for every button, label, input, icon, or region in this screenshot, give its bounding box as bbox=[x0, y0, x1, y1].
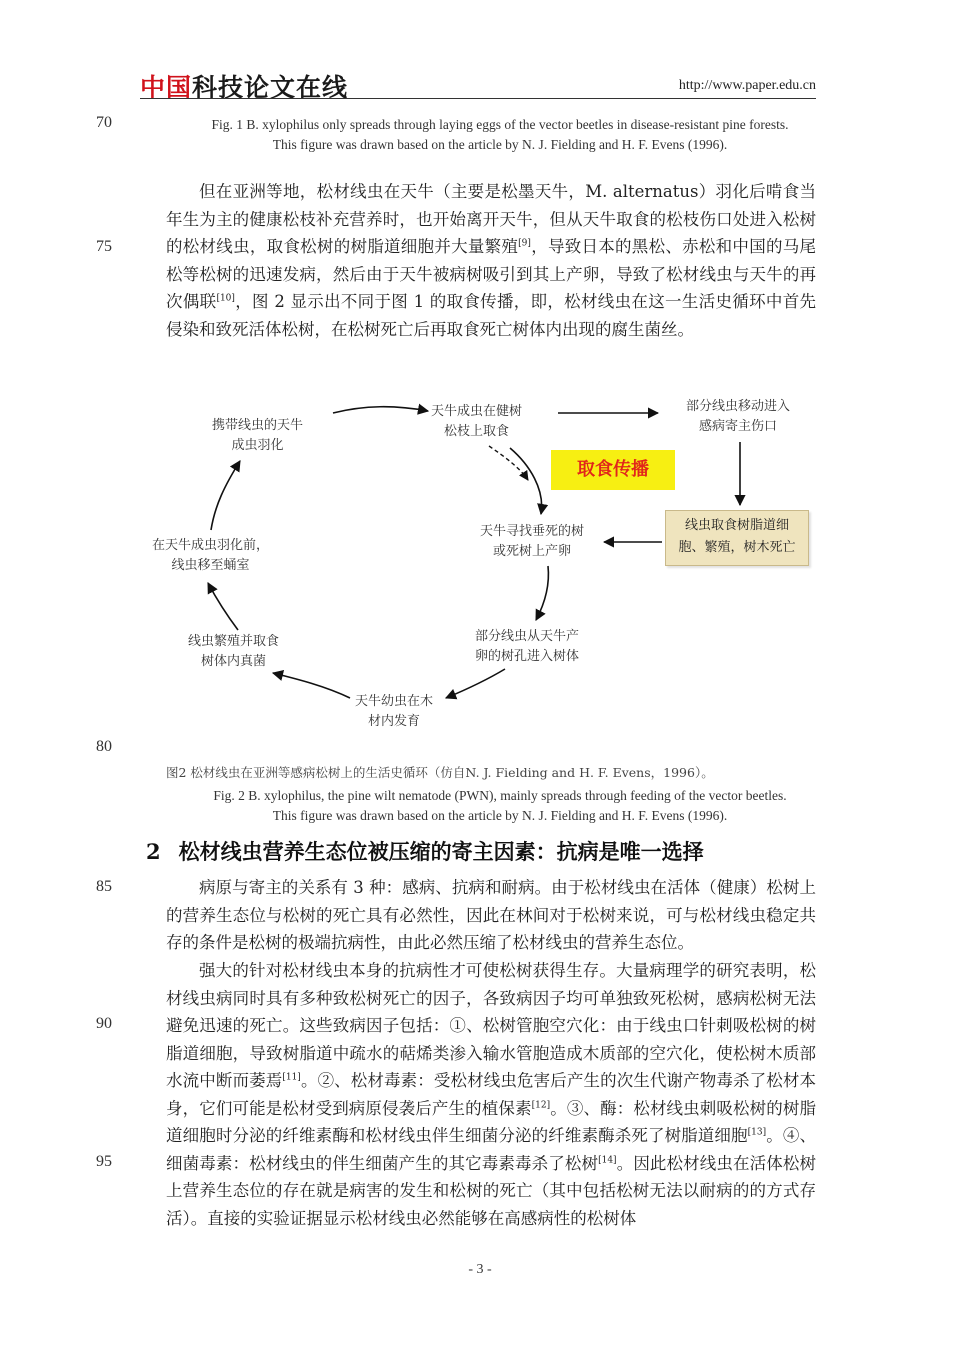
paragraph-1 bbox=[166, 178, 816, 343]
para3-text: 强大的针对松材线虫本身的抗病性才可使松树获得生存。大量病理学的研究表明，松材线虫病同时具有多种致松树死亡的因子，各致病因子均可单独致死松树，感病松树无法避免迅速的死亡。这些致病因子包括：①、松树管胞空穴化：由于线虫口针刺吸松树的树脂道细胞，导致树脂道中疏水的萜烯类渗入输水管胞造成木质部的空穴化，使松树木质部水流中断而萎焉 bbox=[166, 961, 816, 1090]
arrow-egghole-to-larva bbox=[446, 669, 505, 698]
node-text: 天牛寻找垂死的树 bbox=[480, 524, 585, 539]
arrow-larva-to-breed bbox=[273, 673, 350, 698]
para3-text: 。因此松材线虫在活体松树上营养生态位的存在就是病害的发生和松树的死亡（其中包括松树无法以耐病的的方式存活）。直接的实验证据显示松材线虫必然能够在高感病性的松树体 bbox=[166, 1153, 817, 1228]
arrow-find-to-egghole bbox=[536, 566, 548, 620]
node-text: 成虫羽化 bbox=[231, 438, 284, 453]
node-carrier-emerge bbox=[212, 416, 303, 456]
para2-text: 病原与寄主的关系有 3 种：感病、抗病和耐病。由于松材线虫在活体（健康）松树上的营养生态位与松树的死亡具有必然性，因此在林间对于松树来说，可与松材线虫稳定共存的条件是松树的极端抗病性，由此必然压缩了松材线虫的营养生态位。 bbox=[166, 878, 816, 952]
node-find-dying-tree bbox=[480, 522, 584, 562]
line-number: 70 bbox=[96, 114, 112, 131]
node-text: 松枝上取食 bbox=[444, 424, 510, 439]
node-some-enter-wound bbox=[686, 397, 790, 437]
page-number: - 3 - bbox=[468, 1262, 492, 1277]
node-enter-from-egg-hole bbox=[475, 627, 579, 667]
paragraph-3 bbox=[166, 957, 816, 1232]
node-text: 树体内真菌 bbox=[201, 654, 267, 669]
node-text: 卵的树孔进入树体 bbox=[475, 649, 580, 664]
feeding-transmission-badge: 取食传播 bbox=[551, 450, 675, 490]
fig2-caption-en bbox=[160, 786, 840, 826]
para1-text-b: ，导致日本的黑松、赤松和中国的马尾松等松树的迅速发病，然后由于天牛被病树吸引到其上产卵，导致了松材线虫与天牛的再次偶联 bbox=[166, 237, 817, 311]
arrow-breed-to-pupa bbox=[208, 583, 238, 630]
section-heading bbox=[146, 836, 704, 866]
box-text: 线虫取食树脂道细 bbox=[684, 518, 789, 533]
node-nematode-feed-box bbox=[665, 510, 809, 566]
node-text: 天牛幼虫在木 bbox=[355, 694, 434, 709]
citation: [10] bbox=[216, 293, 235, 304]
arrow-feed-to-find-curve bbox=[510, 448, 542, 514]
arrow-feed-to-find-dashed bbox=[489, 446, 528, 480]
node-text: 感病寄主伤口 bbox=[699, 419, 778, 434]
citation: [11] bbox=[282, 1072, 301, 1083]
node-breed-fungi bbox=[188, 632, 279, 672]
para1-text-a: 但在亚洲等地，松材线虫在天牛（主要是松墨天牛，M. alternatus）羽化后啃食当年生为主的健康松枝补充营养时，也开始离开天牛，但从天牛取食的松枝伤口处进入松树的松材线虫，取食松树的树脂道细胞并大量繁殖 bbox=[166, 182, 816, 256]
citation: [14] bbox=[598, 1155, 617, 1165]
line-number: 95 bbox=[96, 1153, 112, 1170]
citation: [13] bbox=[747, 1127, 767, 1138]
para3-text: 。④、细菌毒素：松材线虫的伴生细菌产生的其它毒素毒杀了松树 bbox=[166, 1126, 817, 1173]
citation: [12] bbox=[531, 1100, 551, 1110]
section-title: 松材线虫营养生态位被压缩的寄主因素：抗病是唯一选择 bbox=[178, 839, 704, 864]
line-number: 75 bbox=[96, 238, 112, 255]
fig1-caption-line2: This figure was drawn based on the article by N. J. Fielding and H. F. Evens (1996). bbox=[272, 137, 728, 152]
fig1-caption-line1: Fig. 1 B. xylophilus only spreads through laying eggs of the vector beetles in disease-resistant pine forests. bbox=[211, 117, 789, 132]
fig2-caption-zh: 图2 松材线虫在亚洲等感病松树上的生活史循环（仿自N. J. Fielding and H. F. Evens，1996）。 bbox=[166, 765, 714, 780]
node-text: 线虫移至蛹室 bbox=[171, 558, 250, 573]
logo-part-red: 中国 bbox=[140, 73, 193, 102]
node-text: 材内发育 bbox=[368, 714, 421, 729]
section-number: 2 bbox=[146, 839, 161, 864]
fig2-caption-en-line1: Fig. 2 B. xylophilus, the pine wilt nematode (PWN), mainly spreads through feeding of the vector beetles. bbox=[213, 788, 787, 803]
node-adult-feed bbox=[431, 402, 522, 442]
fig1-caption bbox=[170, 115, 830, 155]
header-divider bbox=[140, 98, 816, 99]
node-move-to-pupa bbox=[152, 536, 269, 576]
node-text: 或死树上产卵 bbox=[493, 544, 572, 559]
node-larva-develop bbox=[355, 692, 433, 732]
header-url: http://www.paper.edu.cn bbox=[678, 78, 816, 93]
arrow-emerge-to-feed bbox=[333, 407, 428, 413]
node-text: 携带线虫的天牛 bbox=[212, 418, 304, 433]
box-text: 胞、繁殖，树木死亡 bbox=[678, 540, 796, 555]
node-text: 线虫繁殖并取食 bbox=[188, 634, 280, 649]
fig2-caption-en-line2: This figure was drawn based on the article by N. J. Fielding and H. F. Evens (1996). bbox=[272, 808, 728, 823]
line-number: 90 bbox=[96, 1015, 112, 1032]
node-text: 部分线虫移动进入 bbox=[686, 399, 791, 414]
arrow-pupa-to-emerge bbox=[211, 461, 240, 530]
para1-text-c: ，图 2 显示出不同于图 1 的取食传播，即，松材线虫在这一生活史循环中首先侵染和致死活体松树，在松树死亡后再取食死亡树体内出现的腐生菌丝。 bbox=[166, 292, 817, 339]
logo-part-dark: 科技论文在线 bbox=[192, 73, 349, 102]
line-number: 80 bbox=[96, 738, 112, 755]
node-text: 在天牛成虫羽化前， bbox=[152, 538, 270, 553]
para3-text: 。②、松材毒素：受松材线虫危害后产生的次生代谢产物毒杀了松材本身，它们可能是松材受到病原侵袭后产生的植保素 bbox=[166, 1071, 817, 1118]
citation: [9] bbox=[518, 238, 531, 249]
node-text: 部分线虫从天牛产 bbox=[475, 629, 580, 644]
line-number: 85 bbox=[96, 878, 112, 895]
para3-text: 。③、酶：松材线虫刺吸松树的树脂道细胞时分泌的纤维素酶和松材线虫伴生细菌分泌的纤维素酶杀死了树脂道细胞 bbox=[166, 1098, 817, 1145]
node-text: 天牛成虫在健树 bbox=[431, 404, 523, 419]
paragraph-2 bbox=[166, 874, 816, 957]
